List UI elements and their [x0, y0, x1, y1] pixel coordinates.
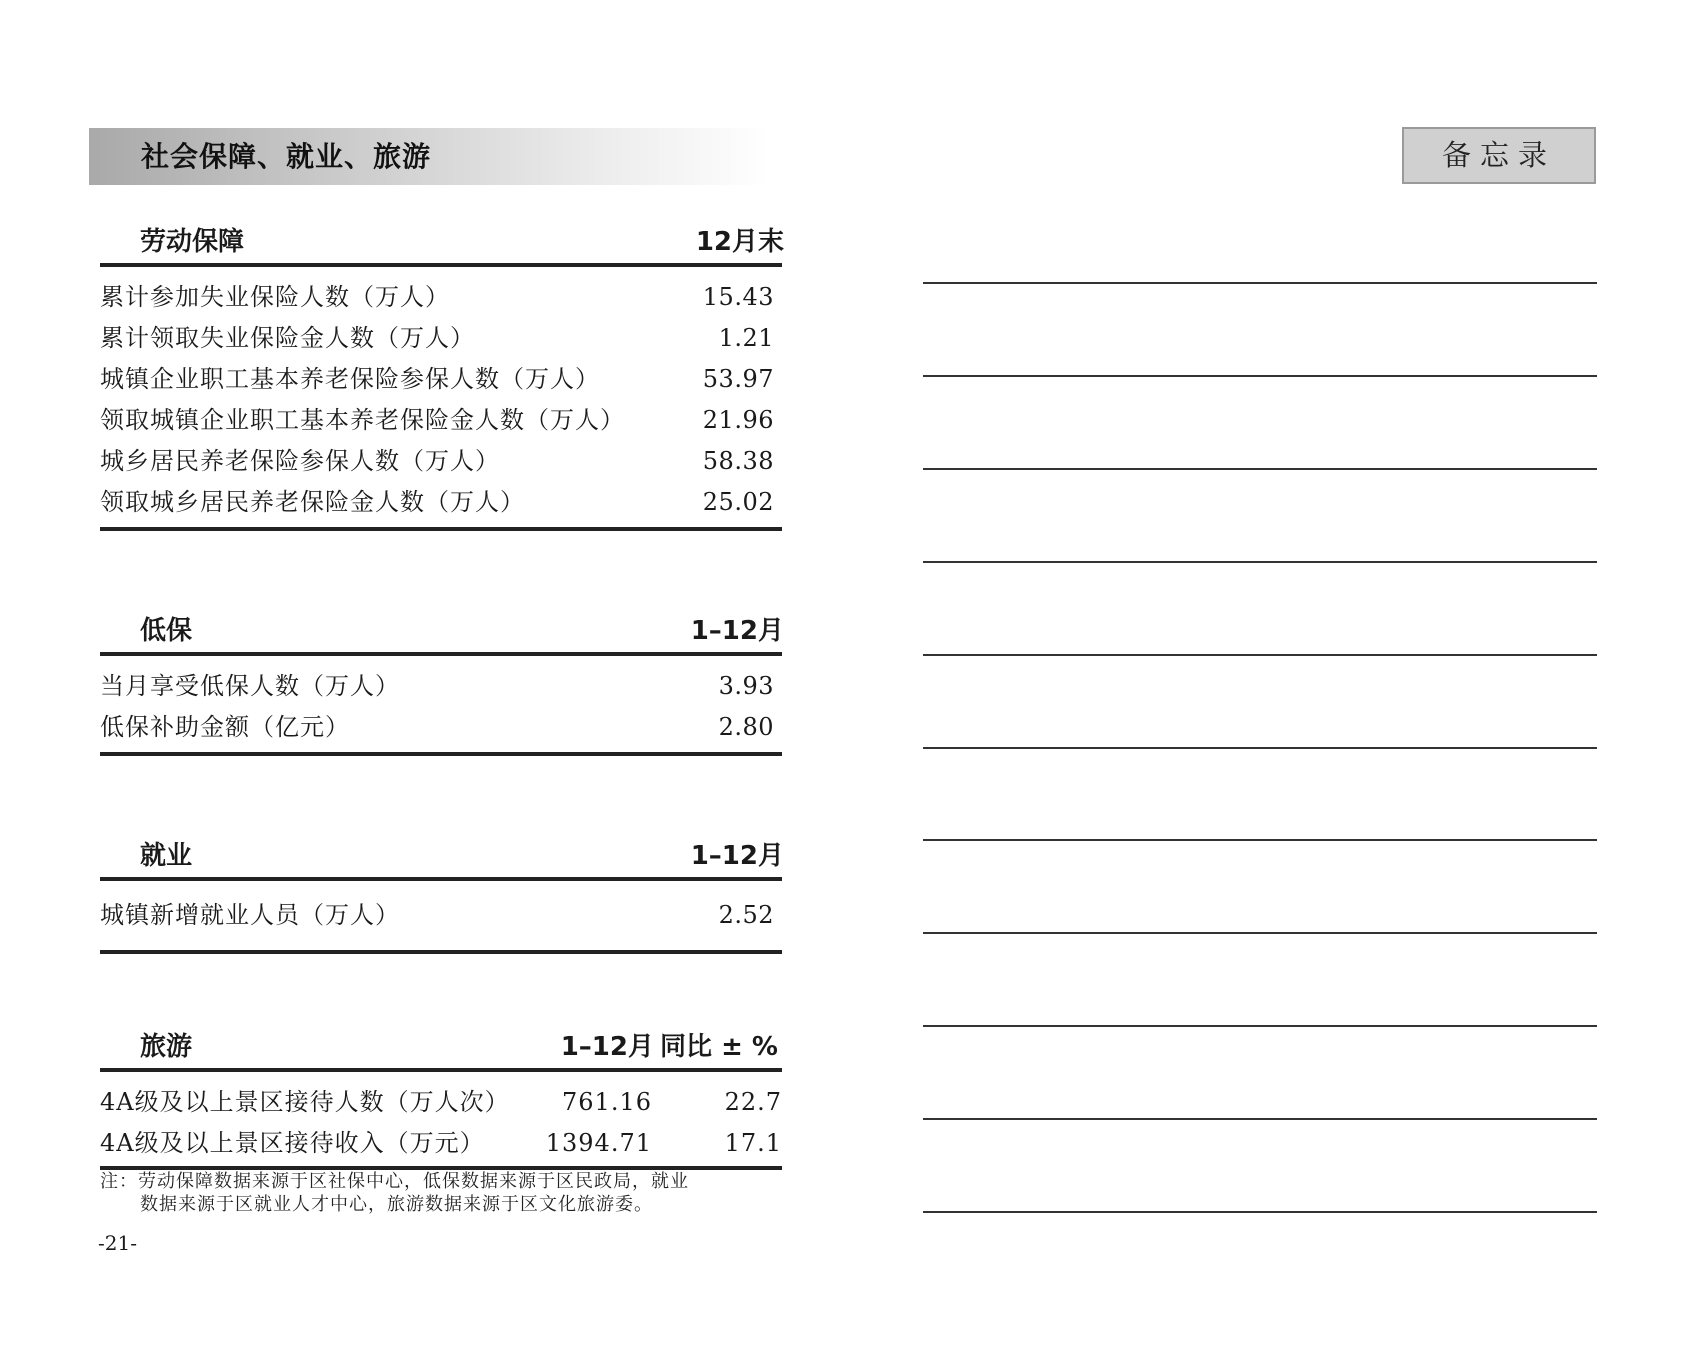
section-period: 1–12月: [560, 1032, 654, 1062]
row-value: 2.80: [718, 713, 774, 741]
memo-ruled-line: [923, 375, 1597, 377]
page-number: -21-: [98, 1231, 137, 1255]
row-label: 累计领取失业保险金人数（万人）: [100, 324, 475, 352]
section-dibao: [100, 602, 782, 756]
row-label: 4A级及以上景区接待人数（万人次）: [100, 1088, 510, 1116]
memo-ruled-line: [923, 747, 1597, 749]
row-label: 4A级及以上景区接待收入（万元）: [100, 1129, 485, 1157]
row-label: 当月享受低保人数（万人）: [100, 672, 400, 700]
table-body: [100, 267, 782, 531]
row-value: 15.43: [702, 283, 774, 311]
row-value: 761.16: [562, 1088, 652, 1116]
row-yoy: 17.1: [724, 1129, 782, 1157]
table-row: [100, 400, 782, 441]
section-title: 旅游: [140, 1032, 193, 1062]
table-row: [100, 318, 782, 359]
table-row: [100, 666, 782, 707]
table-body: [100, 881, 782, 954]
section-period: 12月末: [695, 227, 784, 257]
table-row: [100, 277, 782, 318]
section-header: [100, 602, 782, 656]
table-body: [100, 656, 782, 756]
table-row: [100, 359, 782, 400]
memo-title: 备忘录: [1402, 127, 1596, 184]
row-yoy: 22.7: [724, 1088, 782, 1116]
section-header: [100, 213, 782, 267]
chapter-header-bar: [89, 128, 769, 185]
row-label: 领取城镇企业职工基本养老保险金人数（万人）: [100, 406, 625, 434]
table-row: [100, 707, 782, 748]
row-label: 城镇企业职工基本养老保险参保人数（万人）: [100, 365, 600, 393]
memo-ruled-line: [923, 1118, 1597, 1120]
row-label: 城乡居民养老保险参保人数（万人）: [100, 447, 500, 475]
section-header: [100, 827, 782, 881]
section-period: 1–12月: [690, 616, 784, 646]
section-yoy-header: 同比 ± %: [660, 1032, 778, 1062]
row-value: 21.96: [702, 406, 774, 434]
section-title: 低保: [140, 616, 193, 646]
section-period: 1–12月: [690, 841, 784, 871]
memo-ruled-line: [923, 561, 1597, 563]
row-value: 1.21: [718, 324, 774, 352]
footnote-line: 注：劳动保障数据来源于区社保中心，低保数据来源于区民政局，就业: [100, 1171, 689, 1192]
row-label: 领取城乡居民养老保险金人数（万人）: [100, 488, 525, 516]
memo-ruled-line: [923, 839, 1597, 841]
memo-ruled-line: [923, 1211, 1597, 1213]
memo-ruled-line: [923, 1025, 1597, 1027]
section-title: 就业: [140, 841, 193, 871]
section-tourism: [100, 1018, 782, 1170]
memo-ruled-line: [923, 468, 1597, 470]
table-row: [100, 1082, 782, 1123]
table-row: [100, 1123, 782, 1164]
row-label: 城镇新增就业人员（万人）: [100, 901, 400, 929]
table-row: [100, 441, 782, 482]
row-value: 3.93: [718, 672, 774, 700]
table-row: [100, 895, 782, 936]
section-title: 劳动保障: [140, 227, 245, 257]
memo-ruled-line: [923, 282, 1597, 284]
section-employment: [100, 827, 782, 954]
row-value: 25.02: [702, 488, 774, 516]
footnote-line: 数据来源于区就业人才中心，旅游数据来源于区文化旅游委。: [140, 1194, 653, 1215]
memo-ruled-line: [923, 654, 1597, 656]
row-value: 58.38: [702, 447, 774, 475]
footnote: [100, 1170, 780, 1216]
row-label: 低保补助金额（亿元）: [100, 713, 350, 741]
row-value: 2.52: [718, 901, 774, 929]
row-label: 累计参加失业保险人数（万人）: [100, 283, 450, 311]
table-row: [100, 482, 782, 523]
section-header: [100, 1018, 782, 1072]
row-value: 1394.71: [545, 1129, 652, 1157]
chapter-title: 社会保障、就业、旅游: [141, 140, 432, 173]
section-labor: [100, 213, 782, 531]
row-value: 53.97: [702, 365, 774, 393]
memo-ruled-line: [923, 932, 1597, 934]
table-body: [100, 1072, 782, 1170]
